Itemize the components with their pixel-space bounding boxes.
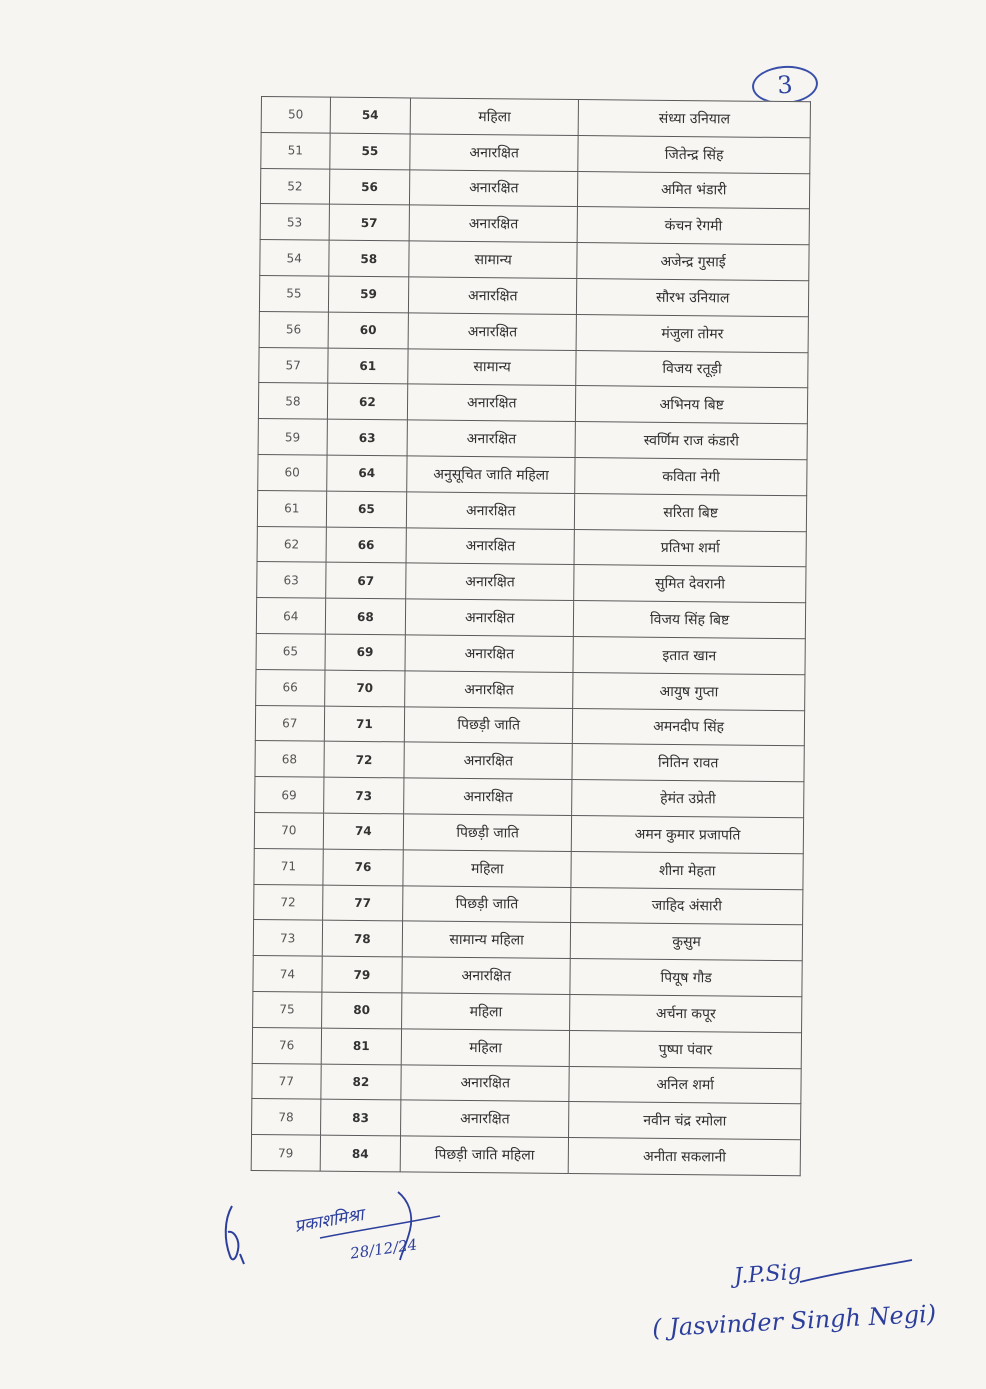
- reservation-category-cell: अनारक्षित: [405, 599, 573, 636]
- candidate-name-cell: अर्चना कपूर: [570, 994, 802, 1032]
- page-number: 3: [751, 64, 819, 107]
- reservation-category-cell: अनारक्षित: [408, 313, 576, 350]
- table-row: [261, 97, 810, 138]
- serial-number-cell: 61: [257, 490, 326, 526]
- serial-number-cell: 76: [252, 1027, 321, 1063]
- candidate-name-cell: अभिनय बिष्ट: [576, 386, 808, 424]
- candidate-name-cell: नितिन रावत: [572, 744, 804, 782]
- candidate-name-cell: प्रतिभा शर्मा: [574, 529, 806, 567]
- table-row: [260, 240, 809, 281]
- serial-number-cell: 74: [253, 956, 322, 992]
- ward-number-cell: 73: [323, 777, 404, 814]
- table-row: [254, 848, 803, 889]
- ward-number-cell: 65: [326, 491, 407, 528]
- serial-number-cell: 56: [259, 311, 328, 347]
- reservation-category-cell: सामान्य: [409, 241, 577, 278]
- table-row: [255, 741, 804, 782]
- serial-number-cell: 59: [258, 419, 327, 455]
- ward-number-cell: 57: [329, 205, 410, 242]
- ward-number-cell: 78: [322, 920, 403, 957]
- ward-number-cell: 56: [329, 169, 410, 206]
- table-row: [253, 991, 802, 1032]
- reservation-category-cell: सामान्य महिला: [402, 921, 570, 958]
- serial-number-cell: 62: [257, 526, 326, 562]
- serial-number-cell: 58: [258, 383, 327, 419]
- left-signature-date: 28/12/24: [349, 1235, 419, 1263]
- reservation-category-cell: पिछड़ी जाति: [403, 885, 571, 922]
- ward-number-cell: 74: [323, 813, 404, 850]
- reservation-category-cell: अनारक्षित: [410, 170, 578, 207]
- ward-number-cell: 62: [327, 384, 408, 421]
- candidate-name-cell: स्वर्णिम राज कंडारी: [575, 422, 807, 460]
- reservation-category-cell: अनारक्षित: [406, 563, 574, 600]
- ward-number-cell: 79: [322, 956, 403, 993]
- table-row: [261, 132, 810, 173]
- candidate-name-cell: सरिता बिष्ट: [575, 493, 807, 531]
- reservation-category-cell: महिला: [410, 98, 578, 135]
- serial-number-cell: 68: [255, 741, 324, 777]
- serial-number-cell: 73: [253, 920, 322, 956]
- reservation-table-wrapper: [251, 96, 811, 1176]
- reservation-category-cell: सामान्य: [408, 349, 576, 386]
- serial-number-cell: 57: [259, 347, 328, 383]
- table-body: [251, 97, 810, 1176]
- table-row: [252, 1099, 801, 1140]
- reservation-category-cell: अनारक्षित: [405, 671, 573, 708]
- serial-number-cell: 79: [251, 1135, 320, 1171]
- ward-number-cell: 70: [324, 670, 405, 707]
- ward-number-cell: 54: [330, 97, 411, 134]
- reservation-category-cell: अनारक्षित: [401, 1064, 569, 1101]
- table-row: [258, 419, 807, 460]
- table-row: [258, 454, 807, 495]
- reservation-category-cell: महिला: [403, 850, 571, 887]
- candidate-name-cell: अजेन्द्र गुसाई: [577, 243, 809, 281]
- serial-number-cell: 66: [256, 669, 325, 705]
- serial-number-cell: 69: [255, 777, 324, 813]
- ward-number-cell: 61: [327, 348, 408, 385]
- table-row: [251, 1135, 800, 1176]
- candidate-name-cell: अनीता सकलानी: [568, 1138, 800, 1176]
- left-signature: [290, 1190, 460, 1280]
- serial-number-cell: 63: [257, 562, 326, 598]
- table-row: [257, 562, 806, 603]
- ward-number-cell: 64: [326, 455, 407, 492]
- ward-number-cell: 69: [325, 634, 406, 671]
- candidate-name-cell: जितेन्द्र सिंह: [578, 135, 810, 173]
- serial-number-cell: 53: [260, 204, 329, 240]
- serial-number-cell: 52: [260, 168, 329, 204]
- table-row: [255, 705, 804, 746]
- table-row: [259, 347, 808, 388]
- ward-number-cell: 81: [321, 1028, 402, 1065]
- candidate-name-cell: कुसुम: [571, 923, 803, 961]
- ward-number-cell: 76: [323, 849, 404, 886]
- ward-number-cell: 58: [328, 240, 409, 277]
- serial-number-cell: 51: [261, 132, 330, 168]
- candidate-name-cell: जाहिद अंसारी: [571, 887, 803, 925]
- candidate-name-cell: मंजुला तोमर: [576, 314, 808, 352]
- candidate-name-cell: सुमित देवरानी: [574, 565, 806, 603]
- serial-number-cell: 55: [259, 275, 328, 311]
- right-signature: [650, 1252, 950, 1362]
- table-row: [256, 669, 805, 710]
- candidate-name-cell: इतात खान: [573, 636, 805, 674]
- candidate-name-cell: कंचन रेगमी: [577, 207, 809, 245]
- candidate-name-cell: पियूष गौड: [570, 959, 802, 997]
- reservation-category-cell: महिला: [402, 993, 570, 1030]
- candidate-name-cell: अमन कुमार प्रजापति: [572, 815, 804, 853]
- table-row: [259, 275, 808, 316]
- reservation-category-cell: अनारक्षित: [406, 527, 574, 564]
- reservation-table: [251, 96, 811, 1176]
- serial-number-cell: 70: [254, 812, 323, 848]
- ward-number-cell: 59: [328, 276, 409, 313]
- ward-number-cell: 55: [329, 133, 410, 170]
- reservation-category-cell: अनुसूचित जाति महिला: [407, 456, 575, 493]
- reservation-category-cell: पिछड़ी जाति महिला: [400, 1136, 568, 1173]
- serial-number-cell: 60: [258, 454, 327, 490]
- ward-number-cell: 83: [320, 1099, 401, 1136]
- candidate-name-cell: विजय रतूड़ी: [576, 350, 808, 388]
- serial-number-cell: 71: [254, 848, 323, 884]
- candidate-name-cell: हेमंत उप्रेती: [572, 780, 804, 818]
- candidate-name-cell: अमनदीप सिंह: [573, 708, 805, 746]
- table-row: [257, 526, 806, 567]
- candidate-name-cell: कविता नेगी: [575, 458, 807, 496]
- reservation-category-cell: अनारक्षित: [407, 420, 575, 457]
- handwritten-mark: [214, 1200, 254, 1270]
- reservation-category-cell: अनारक्षित: [409, 277, 577, 314]
- reservation-category-cell: अनारक्षित: [407, 492, 575, 529]
- table-row: [254, 812, 803, 853]
- ward-number-cell: 68: [325, 598, 406, 635]
- serial-number-cell: 50: [261, 97, 330, 133]
- reservation-category-cell: अनारक्षित: [409, 205, 577, 242]
- table-row: [254, 884, 803, 925]
- table-row: [252, 1063, 801, 1104]
- ward-number-cell: 71: [324, 706, 405, 743]
- right-signature-fullname: ( Jasvinder Singh Negi): [651, 1299, 937, 1343]
- table-row: [257, 490, 806, 531]
- table-row: [259, 311, 808, 352]
- ward-number-cell: 66: [326, 527, 407, 564]
- table-row: [253, 956, 802, 997]
- reservation-category-cell: अनारक्षित: [402, 957, 570, 994]
- table-row: [253, 920, 802, 961]
- candidate-name-cell: अमित भंडारी: [578, 171, 810, 209]
- reservation-category-cell: अनारक्षित: [408, 384, 576, 421]
- candidate-name-cell: शीना मेहता: [571, 851, 803, 889]
- right-signature-initials: J.P.Sig: [733, 1259, 803, 1290]
- reservation-category-cell: अनारक्षित: [401, 1100, 569, 1137]
- serial-number-cell: 72: [254, 884, 323, 920]
- ward-number-cell: 67: [325, 563, 406, 600]
- table-row: [255, 777, 804, 818]
- table-row: [256, 598, 805, 639]
- candidate-name-cell: संध्या उनियाल: [578, 100, 810, 138]
- table-row: [256, 633, 805, 674]
- table-row: [258, 383, 807, 424]
- reservation-category-cell: अनारक्षित: [405, 635, 573, 672]
- ward-number-cell: 63: [327, 419, 408, 456]
- ward-number-cell: 77: [322, 885, 403, 922]
- table-row: [260, 168, 809, 209]
- serial-number-cell: 67: [255, 705, 324, 741]
- serial-number-cell: 75: [253, 991, 322, 1027]
- candidate-name-cell: नवीन चंद्र रमोला: [569, 1102, 801, 1140]
- table-row: [252, 1027, 801, 1068]
- reservation-category-cell: अनारक्षित: [404, 742, 572, 779]
- reservation-category-cell: पिछड़ी जाति: [403, 814, 571, 851]
- serial-number-cell: 65: [256, 633, 325, 669]
- ward-number-cell: 84: [320, 1135, 401, 1172]
- candidate-name-cell: विजय सिंह बिष्ट: [574, 601, 806, 639]
- reservation-category-cell: महिला: [401, 1029, 569, 1066]
- ward-number-cell: 72: [324, 741, 405, 778]
- candidate-name-cell: आयुष गुप्ता: [573, 672, 805, 710]
- ward-number-cell: 82: [320, 1064, 401, 1101]
- reservation-category-cell: पिछड़ी जाति: [404, 706, 572, 743]
- table-row: [260, 204, 809, 245]
- serial-number-cell: 77: [252, 1063, 321, 1099]
- reservation-category-cell: अनारक्षित: [404, 778, 572, 815]
- ward-number-cell: 60: [328, 312, 409, 349]
- candidate-name-cell: सौरभ उनियाल: [577, 279, 809, 317]
- serial-number-cell: 54: [260, 240, 329, 276]
- serial-number-cell: 78: [252, 1099, 321, 1135]
- ward-number-cell: 80: [321, 992, 402, 1029]
- reservation-category-cell: अनारक्षित: [410, 134, 578, 171]
- left-signature-name: प्रकाशमिश्रा: [293, 1205, 366, 1237]
- serial-number-cell: 64: [256, 598, 325, 634]
- candidate-name-cell: अनिल शर्मा: [569, 1066, 801, 1104]
- candidate-name-cell: पुष्पा पंवार: [569, 1030, 801, 1068]
